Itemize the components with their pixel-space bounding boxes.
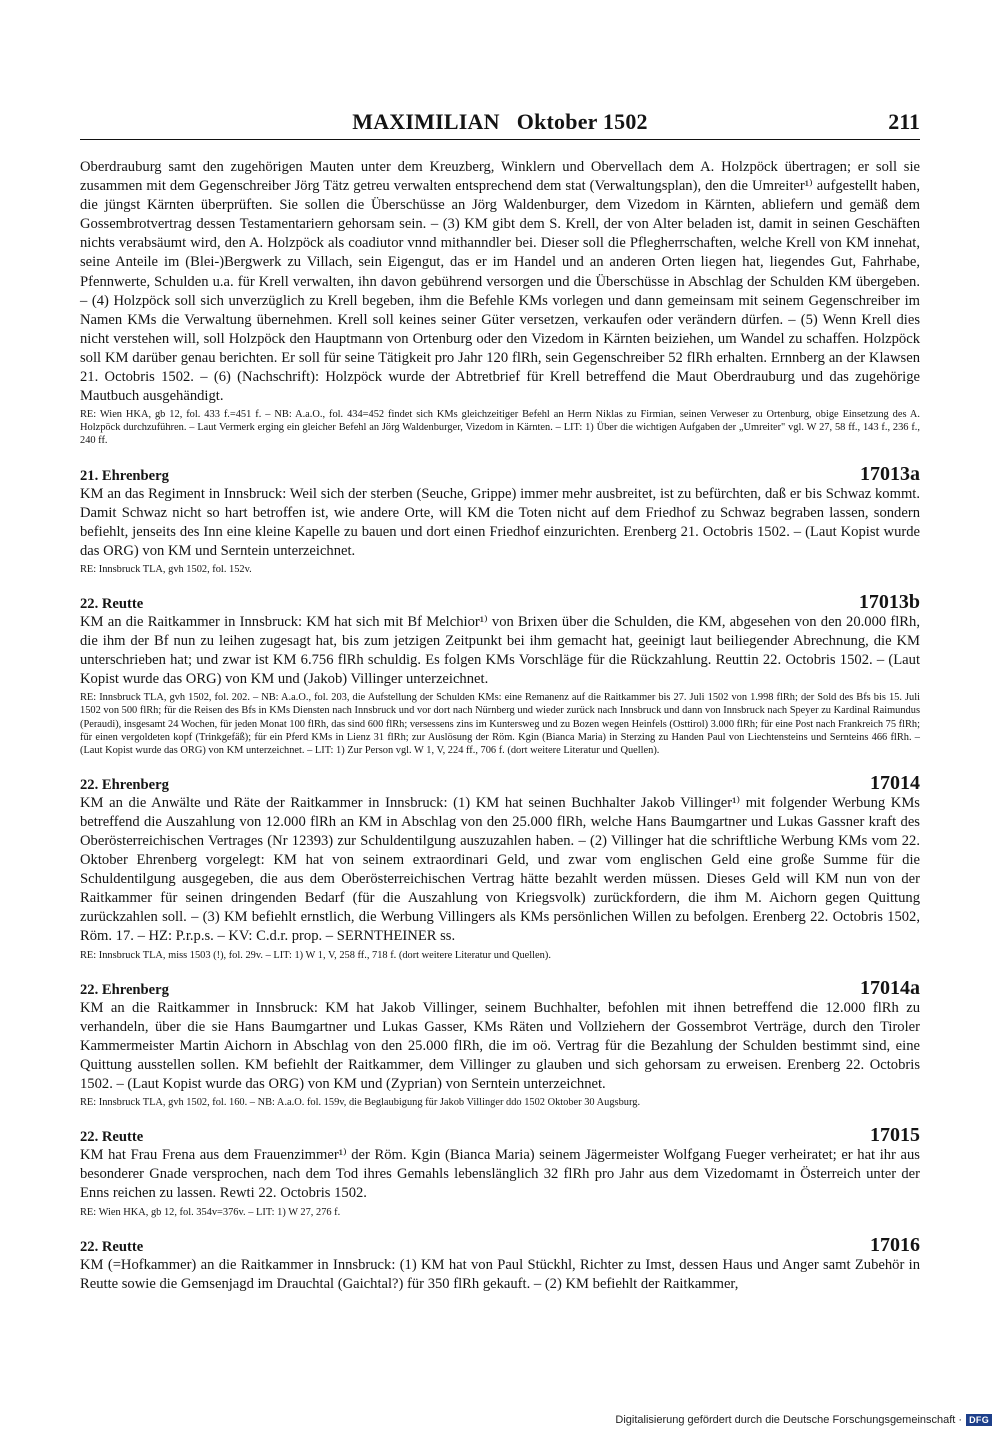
entry-date: 22. Ehrenberg xyxy=(80,776,169,793)
entry-text: KM an die Raitkammer in Innsbruck: KM hat Jakob Villinger, seinem Buchhalter, befohlen mit ihnen betreffend die 12.000 flRh zu verhandeln, über die sie Hans Baumgartner und Lukas Gasser, KMs Räten und Vollziehern der Gossembrot Verträge, durch den Tiroler Kammermeister Martin Aichorn in Abschlag von den 25.000 flRh, die im oö. Vertrag für die Bezahlung der Schulden bestimmt sind, eine Quittung ausstellen sollen. KM befiehlt der Raitkammer, dem Villinger zu glauben und sich gehorsam zu erweisen. Erenberg 22. Octobris 1502. – (Laut Kopist wurde das ORG) von KM und (Zyprian) von Serntein unterzeichnet. xyxy=(80,999,920,1093)
entry-reference: RE: Innsbruck TLA, gvh 1502, fol. 160. – NB: A.a.O. fol. 159v, die Beglaubigung für Jakob Villinger ddo 1502 Oktober 30 Augsburg. xyxy=(80,1097,641,1109)
entry-number: 17015 xyxy=(870,1124,920,1147)
entry xyxy=(80,773,920,962)
dfg-logo: DFG xyxy=(966,1414,992,1426)
entry-reference: RE: Innsbruck TLA, miss 1503 (!), fol. 29v. – LIT: 1) W 1, V, 258 ff., 718 f. (dort weitere Literatur und Quellen). xyxy=(80,949,551,961)
entry xyxy=(80,592,920,757)
entry-number: 17013a xyxy=(860,462,920,485)
entry-text: KM an die Anwälte und Räte der Raitkammer in Innsbruck: (1) KM hat seinen Buchhalter Jakob Villinger¹⁾ mit folgender Werbung KMs betreffend die Auszahlung von 12.000 flRh an KM in Abschlag von den 25.000 flRh, welche Hans Baumgartner und Lukas Gassner kraft des Oberösterreichischen Vertrages (Nr 12393) zur Schuldentilgung auszuzahlen haben. – (2) Villinger hat die schriftliche Werbung KMs vom 22. Oktober Ehrenberg vorgelegt: KM hat von seinem extraordinari Geld, und zwar vom englischen Geld eine große Summe für die Schuldentilgung ausgegeben, die aus dem Oberösterreichischen Vertrag hätte bezahlt werden müssen. Dieses Geld will KM nun von der Raitkammer für seinen dringenden Bedarf (für die Auszahlung von Kriegsvolk) zurückfordern, die ihm M. Aichorn gegen Quittung zurückzahlen soll. – (3) KM befiehlt ernstlich, die Werbung Villingers als KMs persönlichen Willen zu befolgen. Erenberg 22. Octobris 1502, Röm. 17. – HZ: P.r.p.s. – KV: C.d.r. prop. – SERNTHEINER ss. xyxy=(80,794,920,945)
entry-number: 17014a xyxy=(860,976,920,999)
entry-text: KM (=Hofkammer) an die Raitkammer in Innsbruck: (1) KM hat von Paul Stückhl, Richter zu Imst, dessen Haus und Anger samt Zubehör in Reutte sowie die Gemsenjagd im Drauchtal (Gaichtal?) für 350 flRh gekauft. – (2) KM befiehlt der Raitkammer, xyxy=(80,1256,920,1292)
entry-number: 17016 xyxy=(870,1233,920,1256)
entry-heading xyxy=(80,592,920,613)
header-title: MAXIMILIAN Oktober 1502 xyxy=(352,109,648,134)
entry-reference: RE: Innsbruck TLA, gvh 1502, fol. 202. – NB: A.a.O., fol. 203, die Aufstellung der Schulden KMs: eine Remanenz auf die Raitkammer bis 27. Juli 1502 von 1.998 flRh; der Sold des Bfs bis 15. Juli 1502 von 500 flRh; für die Reisen des Bfs in KMs Diensten nach Innsbruck und vor dort nach Nürnberg und wieder zurück nach Innsbruck und dann von Innsbruck nach Speyer zu Kardinal Raimundus (Peraudi), insgesamt 24 Wochen, für jeden Monat 100 flRh, das sind 600 flRh; versessens zins im Kuntersweg und zu Bozen wegen Heinfels (Osttirol) 3.000 flRh; für eine Post nach Frankreich 75 flRh; für einen vergoldeten kopf (Trinkgefäß); für ein Pferd KMs in Lienz 31 flRh; zur Auslösung der Röm. Kgin (Bianca Maria) in Sterzing zu Handen Paul von Liechtensteins und Sernteins 466 flRh. – (Laut Kopist wurde das ORG) von KM unterzeichnet. – LIT: 1) Zur Person vgl. W 1, V, 224 ff., 706 f. (dort weitere Literatur und Quellen). xyxy=(80,692,920,756)
entry-date: 22. Reutte xyxy=(80,595,144,612)
entry-heading xyxy=(80,773,920,794)
entry-heading xyxy=(80,1235,920,1256)
entry-text: KM hat Frau Frena aus dem Frauenzimmer¹⁾ der Röm. Kgin (Bianca Maria) seinem Jägermeister Wolfgang Fueger verheiratet; er hat ihr aus besonderer Gnade versprochen, nach dem Tod ihres Gemahls lebenslänglich 32 flRh pro Jahr aus dem Vizedomamt in Österreich unter der Enns reichen zu lassen. Rewti 22. Octobris 1502. xyxy=(80,1147,920,1202)
entry xyxy=(80,1125,920,1218)
entry-date: 21. Ehrenberg xyxy=(80,467,169,484)
entry-number: 17013b xyxy=(858,590,920,613)
entry-number: 17014 xyxy=(870,771,920,794)
entry-text: KM an das Regiment in Innsbruck: Weil sich der sterben (Seuche, Grippe) immer mehr ausbreitet, ist zu befürchten, daß er bis Schwaz kommt. Damit Schwaz nicht so hart betroffen ist, wie andere Orte, will KM die Toten nicht auf dem Friedhof zu Schwaz begraben lassen, sondern befiehlt, jenseits des Inn eine kleine Kapelle zu bauen und dort einen Friedhof einzurichten. Erenberg 21. Octobris 1502. – (Laut Kopist wurde das ORG) von KM und Serntein unterzeichnet. xyxy=(80,485,920,559)
funding-footer xyxy=(615,1414,992,1426)
entry-date: 22. Reutte xyxy=(80,1129,144,1146)
entry-text: KM an die Raitkammer in Innsbruck: KM hat sich mit Bf Melchior¹⁾ von Brixen über die Schulden, die KM, abgesehen von den 20.000 flRh, die ihm der Bf nun zu leihen zugesagt hat, bis zum jetzigen Zeitpunkt bei ihm gemacht hat, geeinigt laut beiliegender Abrechnung, die KM unterschrieben hat; und zwar ist KM 6.756 flRh schuldig. Es folgen KMs Vorschläge für die Rückzahlung. Reuttin 22. Octobris 1502. – (Laut Kopist wurde das ORG) von KM und (Jakob) Villinger unterzeichnet. xyxy=(80,613,920,688)
entry-date: 22. Reutte xyxy=(80,1238,144,1255)
entry-heading xyxy=(80,1125,920,1146)
entry xyxy=(80,978,920,1110)
entry-heading xyxy=(80,978,920,999)
document-body xyxy=(80,158,920,1294)
entry-date: 22. Ehrenberg xyxy=(80,981,169,998)
entry-reference: RE: Wien HKA, gb 12, fol. 354v=376v. – LIT: 1) W 27, 276 f. xyxy=(80,1206,341,1218)
page-number: 211 xyxy=(888,109,920,134)
entry xyxy=(80,464,920,576)
funding-note: Digitalisierung gefördert durch die Deutsche Forschungsgemeinschaft · xyxy=(615,1414,963,1426)
intro-reference: RE: Wien HKA, gb 12, fol. 433 f.=451 f. – NB: A.a.O., fol. 434=452 findet sich KMs gleichzeitiger Befehl an Herrn Niklas zu Firmian, seinen Verweser zu Ortenburg, obige Einsetzung des A. Holzpöck durchzuführen. – Laut Vermerk erging ein gleicher Befehl an Jörg Waldenburger, Vizedom in Kärnten. – LIT: 1) Über die wichtigen Aufgaben der „Umreiter" vgl. W 27, 58 ff., 143 f., 236 f., 240 ff. xyxy=(80,409,920,447)
running-header xyxy=(80,107,920,140)
entry-heading xyxy=(80,464,920,485)
entry xyxy=(80,1235,920,1294)
intro-paragraph: Oberdrauburg samt den zugehörigen Mauten unter dem Kreuzberg, Winklern und Obervellach dem A. Holzpöck übertragen; er soll sie zusammen mit dem Gegenschreiber Jörg Tätz getreu verwalten entsprechend dem stat (Verwaltungsplan), den die Umreiter¹⁾ aufgestellt haben, die jüngst Kärnten überprüften. Sie sollen die Überschüsse an Jörg Waldenburger, dem Vizedom in Kärnten, abliefern und gemäß dem Gossembrotvertrag dessen Testamentariern gehorsam sein. – (3) KM gibt dem S. Krell, der von Alter beladen ist, damit in seinen Geschäften nichts verabsäumt wird, den A. Holzpöck als coadiutor vnnd mithanndler bei. Dieser soll die Pflegherrschaften, welche Krell von KM innehat, seine Anteile im (Blei-)Bergwerk zu Villach, sein Eigengut, das er im Handel und an anderen Orten liegen hat, liegendes Gut, Fahrhabe, Pfennwerte, Schulden u.a. für Krell verwalten, ihn davon gebührend versorgen und die Überschüsse in Abschlag der Schulden KM übergeben. – (4) Holzpöck soll sich unverzüglich zu Krell begeben, ihm die Befehle KMs vorlegen und dann gemeinsam mit seinem Gegenschreiber im Namen KMs die Verwaltung übernehmen. Krell soll keines seiner Güter versetzen, verkaufen oder verändern dürfen. – (5) Wenn Krell dies nicht verstehen will, soll Holzpöck den Hauptmann von Ortenburg oder den Vizedom in Kärnten beiziehen, um Wandel zu schaffen. Holzpöck soll KM darüber genau berichten. Er soll für seine Tätigkeit pro Jahr 120 flRh, sein Gegenschreiber 52 flRh erhalten. Ernnberg an der Klawsen 21. Octobris 1502. – (6) (Nachschrift): Holzpöck wurde der Abtretbrief für Krell betreffend die Maut Oberdrauburg und das zugehörige Mautbuch ausgehändigt. xyxy=(80,159,920,405)
entry-reference: RE: Innsbruck TLA, gvh 1502, fol. 152v. xyxy=(80,563,252,575)
